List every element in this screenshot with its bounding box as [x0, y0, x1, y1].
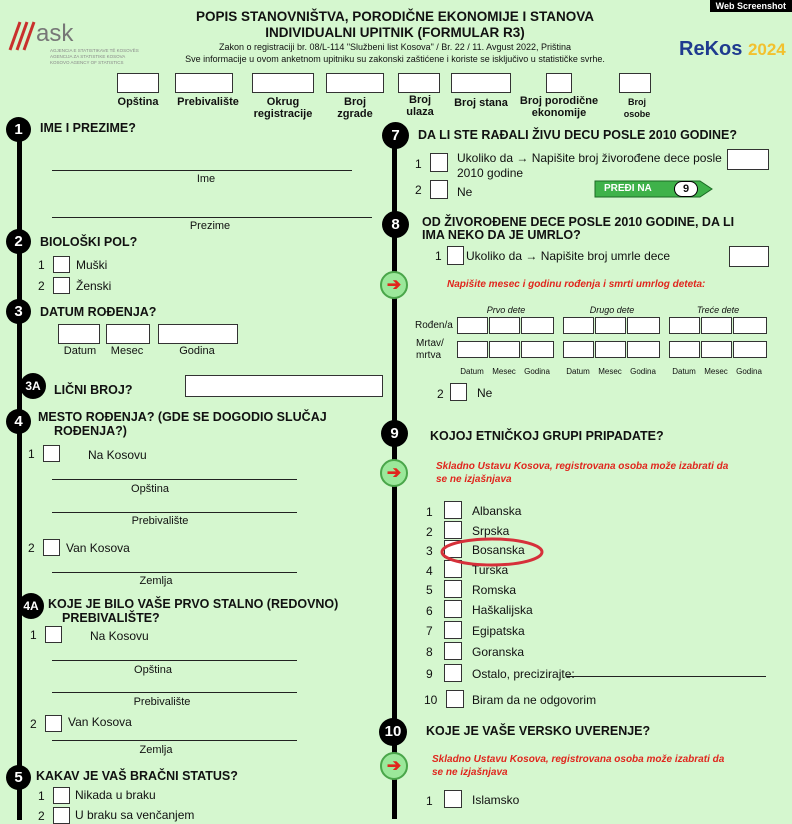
option-label: Muški: [76, 258, 108, 272]
option-number: 1: [426, 794, 433, 808]
option-label: Ne: [457, 185, 473, 199]
question-number: 1: [6, 117, 31, 142]
constitution-note: Skladno Ustavu Kosova, registrovana osoba može izabrati da: [436, 461, 729, 472]
child3-died-month[interactable]: [701, 341, 732, 358]
rekos-kos: Kos: [704, 38, 743, 60]
option-number: 2: [38, 279, 45, 293]
question-number: 10: [379, 718, 407, 746]
ask-logo-sub: AGENCIJA ZA STATISTIKE KOSOVA: [50, 54, 126, 59]
child2-born-day[interactable]: [563, 317, 594, 334]
option-checkbox[interactable]: [53, 807, 70, 824]
question-title: KAKAV JE VAŠ BRAČNI STATUS?: [36, 769, 238, 783]
question-number: 3: [6, 299, 31, 324]
code-label: Broj ulaza: [406, 94, 434, 118]
zemlja-label: Zemlja: [139, 744, 173, 756]
personal-number-input[interactable]: [185, 375, 383, 397]
code-label: Okrug registracije: [253, 96, 313, 120]
question-number: 8: [382, 211, 409, 238]
question-title: DA LI STE RAĐALI ŽIVU DECU POSLE 2010 GODINE?: [418, 128, 738, 142]
option-label: Na Kosovu: [90, 629, 149, 643]
sub-label: Datum: [460, 367, 484, 376]
question-title: KOJOJ ETNIČKOJ GRUPI PRIPADATE?: [430, 429, 664, 443]
option-label: Ostalo, precizirajte:: [472, 667, 575, 681]
child1-born-month[interactable]: [489, 317, 520, 334]
option-label: Van Kosova: [68, 715, 132, 729]
option-checkbox[interactable]: [444, 790, 462, 808]
option-checkbox[interactable]: [444, 600, 462, 618]
sub-label: Datum: [566, 367, 590, 376]
code-input[interactable]: [398, 73, 440, 93]
child1-died-day[interactable]: [457, 341, 488, 358]
date-month-label: Mesec: [110, 345, 144, 357]
code-label: Broj stana: [454, 97, 508, 109]
option-checkbox[interactable]: [53, 277, 70, 294]
option-checkbox[interactable]: [430, 153, 448, 172]
form-subtitle: INDIVIDUALNI UPITNIK (FORMULAR R3): [265, 25, 525, 40]
deceased-row-label: [416, 338, 444, 362]
option-label: Turska: [472, 563, 509, 577]
option-checkbox[interactable]: [53, 787, 70, 804]
question-title: DATUM ROĐENJA?: [40, 305, 157, 319]
date-month-input[interactable]: [106, 324, 150, 344]
code-input[interactable]: [117, 73, 159, 93]
instruction-arrow-icon: ➔: [380, 752, 408, 780]
sub-label: Godina: [524, 367, 550, 376]
date-day-input[interactable]: [58, 324, 100, 344]
deceased-row-label-line1: Mrtav/: [416, 338, 444, 349]
prebivaliste-input-line[interactable]: [52, 692, 297, 693]
question-number: 4A: [18, 593, 44, 619]
option-number: 8: [426, 645, 433, 659]
option-number: 9: [426, 667, 433, 681]
prebivaliste-label: Prebivalište: [133, 696, 191, 708]
option-checkbox[interactable]: [450, 383, 467, 401]
other-ethnicity-input-line[interactable]: [566, 676, 766, 677]
skip-label: PREĐI NA: [604, 183, 652, 194]
question-title: ROĐENJA?): [54, 424, 127, 438]
question-number: 3A: [20, 373, 46, 399]
sub-label: Godina: [630, 367, 656, 376]
option-label: Ukoliko da → Napišite broj živorođene dece posle: [457, 151, 722, 165]
child2-died-month[interactable]: [595, 341, 626, 358]
option-number: 1: [38, 258, 45, 272]
child-label: Treće dete: [696, 305, 740, 315]
option-number: 1: [435, 249, 442, 263]
question-title: KOJE JE BILO VAŠE PRVO STALNO (REDOVNO): [48, 597, 339, 611]
instruction-arrow-icon: ➔: [380, 459, 408, 487]
code-input[interactable]: [546, 73, 572, 93]
question-title: IME I PREZIME?: [40, 121, 136, 135]
option-checkbox[interactable]: [444, 642, 462, 660]
option-number: 1: [38, 789, 45, 803]
ask-logo-sub: KOSOVO AGENCY OF STATISTICS: [50, 60, 124, 65]
skip-to-arrow: [594, 180, 714, 198]
privacy-notice: Sve informacije u ovom anketnom upitniku su zakonski zaštićene i koriste se isključivo u statističke svrhe.: [185, 54, 605, 64]
option-checkbox[interactable]: [43, 445, 60, 462]
code-label: Prebivalište: [177, 96, 239, 108]
ask-logo-mark-icon: [6, 18, 36, 52]
option-label: Bosanska: [472, 543, 525, 557]
prebivaliste-label: Prebivalište: [131, 515, 189, 527]
option-checkbox[interactable]: [430, 180, 448, 199]
child-label: Drugo dete: [589, 305, 635, 315]
question-title: LIČNI BROJ?: [54, 383, 133, 397]
child2-died-day[interactable]: [563, 341, 594, 358]
option-label: Van Kosova: [66, 541, 130, 555]
opstina-input-line[interactable]: [52, 479, 297, 480]
child2-born-month[interactable]: [595, 317, 626, 334]
option-label: 2010 godine: [457, 166, 524, 180]
deceased-row-label-line2: mrtva: [416, 350, 441, 361]
option-number: 6: [426, 604, 433, 618]
option-checkbox[interactable]: [53, 256, 70, 273]
date-day-label: Datum: [63, 345, 97, 357]
option-number: 2: [437, 387, 444, 401]
date-year-input[interactable]: [158, 324, 238, 344]
rekos-year: 2024: [747, 40, 786, 59]
code-input[interactable]: [252, 73, 314, 93]
option-label: Nikada u braku: [75, 788, 156, 802]
option-number: 2: [38, 809, 45, 823]
option-number: 2: [426, 525, 433, 539]
code-input[interactable]: [451, 73, 511, 93]
code-label: Opština: [117, 96, 159, 108]
ime-input-line[interactable]: [52, 170, 352, 171]
constitution-note: Skladno Ustavu Kosova, registrovana osoba može izabrati da: [432, 754, 725, 765]
option-checkbox[interactable]: [45, 626, 62, 643]
code-input[interactable]: [326, 73, 384, 93]
rekos-logo: [679, 38, 786, 61]
zemlja-label: Zemlja: [139, 575, 173, 587]
sub-label: Mesec: [704, 367, 728, 376]
option-checkbox[interactable]: [444, 664, 462, 682]
prezime-label: Prezime: [189, 220, 231, 232]
ask-logo-name: ask: [36, 20, 74, 47]
option-checkbox[interactable]: [447, 246, 464, 265]
option-label: Goranska: [472, 645, 525, 659]
skip-target: 9: [674, 181, 698, 197]
option-number: 2: [28, 541, 35, 555]
option-label: Ženski: [76, 279, 112, 293]
child3-born-day[interactable]: [669, 317, 700, 334]
child2-died-year[interactable]: [627, 341, 660, 358]
option-label: U braku sa venčanjem: [75, 808, 195, 822]
option-checkbox[interactable]: [444, 501, 462, 519]
left-column-line: [17, 120, 22, 820]
live-born-count-input[interactable]: [727, 149, 769, 170]
question-number: 4: [6, 409, 31, 434]
law-reference: Zakon o registraciji br. 08/L-114 "Službeni list Kosova" / Br. 22 / 11. Avgust 2022, Priština: [218, 42, 572, 52]
sub-label: Mesec: [598, 367, 622, 376]
prezime-input-line[interactable]: [52, 217, 372, 218]
code-label: Broj osobe: [623, 97, 651, 119]
option-label: Ukoliko da → Napišite broj umrle dece: [466, 249, 671, 263]
rekos-re: Re: [679, 38, 705, 60]
option-number: 2: [415, 183, 422, 197]
constitution-note: se ne izjašnjava: [432, 767, 508, 778]
question-number: 7: [382, 122, 409, 149]
opstina-input-line[interactable]: [52, 660, 297, 661]
code-label: Broj porodične ekonomije: [519, 95, 599, 119]
question-number: 9: [381, 420, 408, 447]
child3-born-year[interactable]: [733, 317, 767, 334]
child3-died-year[interactable]: [733, 341, 767, 358]
opstina-label: Opština: [134, 664, 172, 676]
child1-died-month[interactable]: [489, 341, 520, 358]
instruction-arrow-icon: ➔: [380, 271, 408, 299]
ask-logo-sub: AGJENCIA E STATISTIKAVE TË KOSOVËS: [50, 48, 139, 53]
option-label: Egipatska: [472, 624, 525, 638]
child-label: Prvo dete: [486, 305, 526, 315]
option-checkbox[interactable]: [446, 690, 464, 708]
question-number: 5: [6, 765, 31, 790]
ime-label: Ime: [196, 173, 216, 185]
deceased-count-input[interactable]: [729, 246, 769, 267]
question-title: IMA NEKO DA JE UMRLO?: [422, 228, 581, 242]
option-label: Na Kosovu: [88, 448, 147, 462]
constitution-note: se ne izjašnjava: [436, 474, 512, 485]
child3-died-day[interactable]: [669, 341, 700, 358]
web-screenshot-badge: Web Screenshot: [710, 0, 792, 12]
sub-label: Mesec: [492, 367, 516, 376]
option-label: Islamsko: [472, 793, 520, 807]
option-number: 3: [426, 544, 433, 558]
born-row-label: Rođen/a: [415, 320, 453, 331]
option-number: 1: [426, 505, 433, 519]
option-number: 2: [30, 717, 37, 731]
option-number: 7: [426, 624, 433, 638]
option-number: 5: [426, 583, 433, 597]
option-number: 1: [415, 157, 422, 171]
question-title: KOJE JE VAŠE VERSKO UVERENJE?: [426, 724, 651, 738]
option-number: 4: [426, 564, 433, 578]
option-label: Albanska: [472, 504, 522, 518]
option-label: Biram da ne odgovorim: [472, 693, 597, 707]
option-number: 10: [424, 693, 438, 707]
child1-born-year[interactable]: [521, 317, 554, 334]
instruction-note: Napišite mesec i godinu rođenja i smrti umrlog deteta:: [447, 279, 706, 290]
opstina-label: Opština: [131, 483, 169, 495]
option-checkbox[interactable]: [444, 621, 462, 639]
option-checkbox[interactable]: [45, 715, 62, 732]
question-number: 2: [6, 229, 31, 254]
option-label: Haškalijska: [472, 603, 533, 617]
code-label: Broj zgrade: [337, 96, 373, 120]
question-title: BIOLOŠKI POL?: [40, 235, 138, 249]
question-title: MESTO ROĐENJA? (GDE SE DOGODIO SLUČAJ: [38, 410, 327, 424]
sub-label: Godina: [736, 367, 762, 376]
ask-logo: [6, 14, 139, 69]
option-checkbox[interactable]: [444, 580, 462, 598]
child1-died-year[interactable]: [521, 341, 554, 358]
option-label: Srpska: [472, 524, 510, 538]
child2-born-year[interactable]: [627, 317, 660, 334]
form-title: POPIS STANOVNIŠTVA, PORODIČNE EKONOMIJE I STANOVA: [195, 9, 595, 24]
option-label: Ne: [477, 386, 493, 400]
question-title: PREBIVALIŠTE?: [62, 611, 160, 625]
prebivaliste-input-line[interactable]: [52, 512, 297, 513]
zemlja-input-line[interactable]: [52, 572, 297, 573]
code-input[interactable]: [175, 73, 233, 93]
option-label: Romska: [472, 583, 517, 597]
sub-label: Datum: [672, 367, 696, 376]
question-title: OD ŽIVOROĐENE DECE POSLE 2010 GODINE, DA LI: [422, 215, 735, 229]
code-input[interactable]: [619, 73, 651, 93]
zemlja-input-line[interactable]: [52, 740, 297, 741]
option-number: 1: [30, 628, 37, 642]
child3-born-month[interactable]: [701, 317, 732, 334]
child1-born-day[interactable]: [457, 317, 488, 334]
date-year-label: Godina: [179, 345, 215, 357]
option-checkbox[interactable]: [43, 539, 60, 556]
option-number: 1: [28, 447, 35, 461]
highlight-circle: [440, 535, 550, 569]
